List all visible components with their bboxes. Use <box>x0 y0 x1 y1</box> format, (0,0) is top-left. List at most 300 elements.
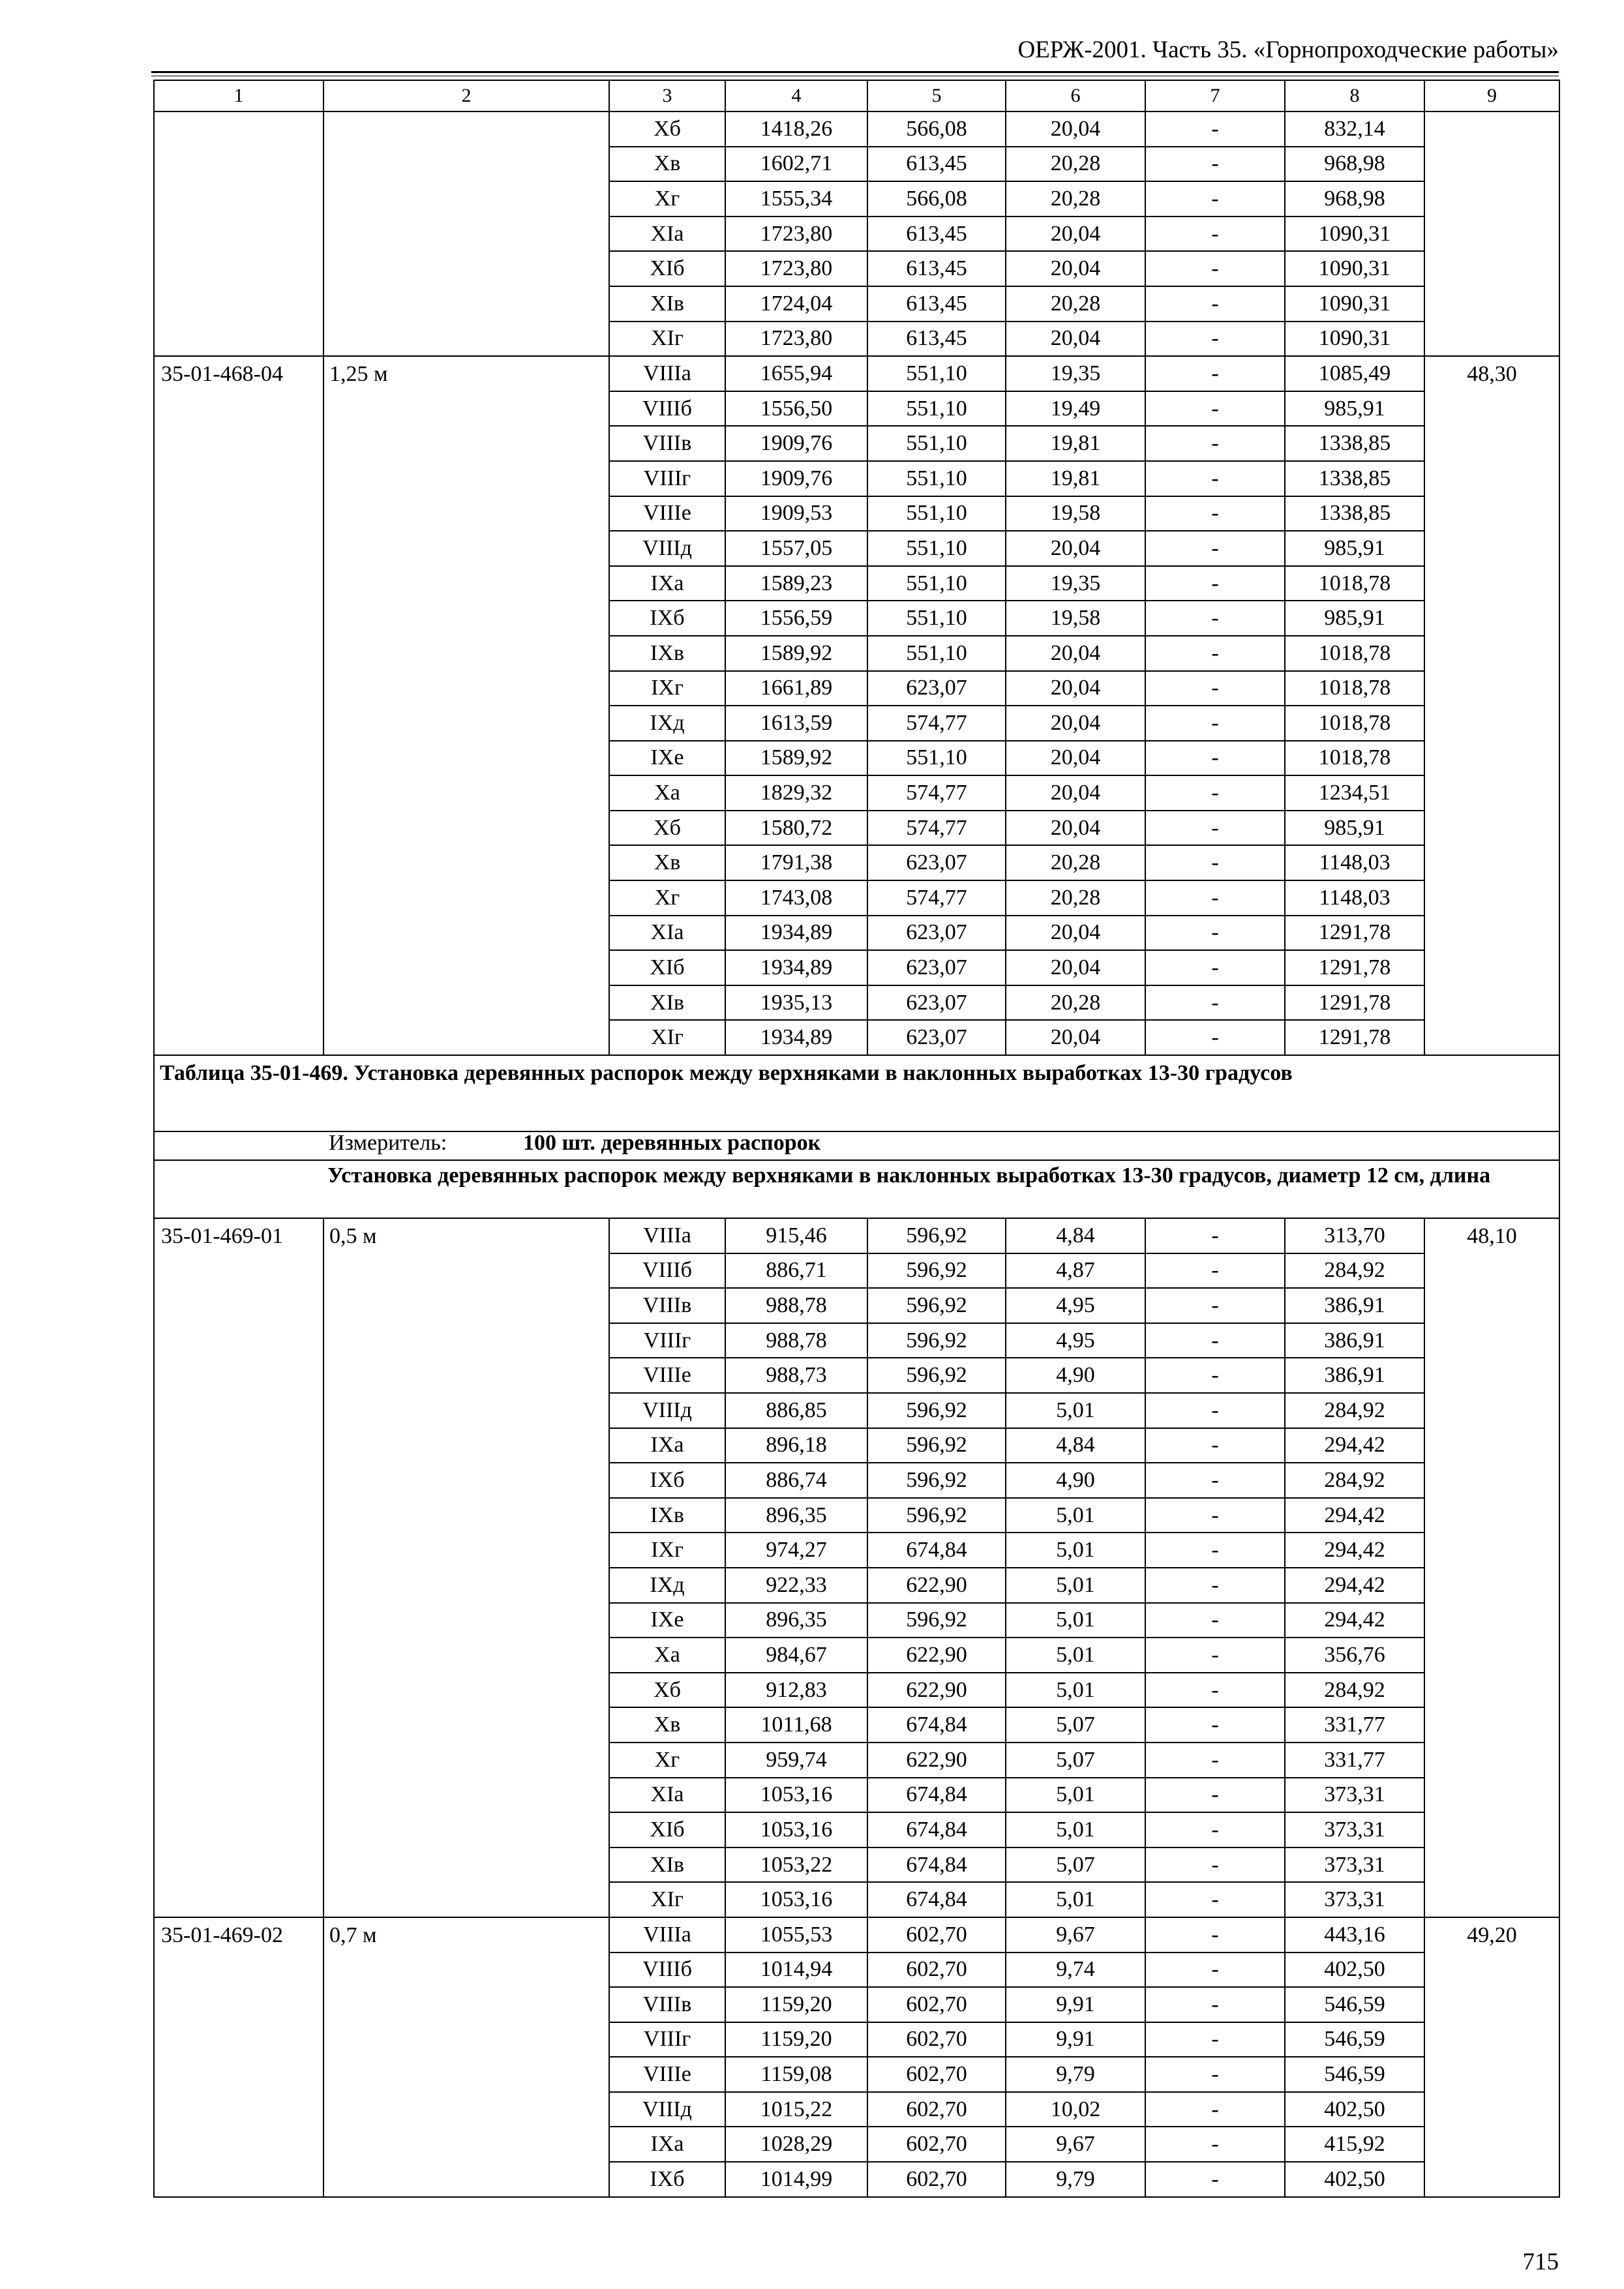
col5-cell: 551,10 <box>867 601 1006 636</box>
col7-cell: - <box>1145 181 1285 217</box>
norms-table <box>153 80 1560 2198</box>
category-cell: XIв <box>609 985 725 1021</box>
col7-cell: - <box>1145 985 1285 1021</box>
col4-cell: 1613,59 <box>725 706 867 741</box>
col4-cell: 1934,89 <box>725 950 867 985</box>
table-title-row <box>154 1055 1559 1131</box>
col4-cell: 1724,04 <box>725 286 867 322</box>
col4-cell: 1555,34 <box>725 181 867 217</box>
col7-cell: - <box>1145 147 1285 182</box>
table-body <box>154 80 1559 2197</box>
col6-cell: 5,07 <box>1006 1743 1145 1778</box>
col8-cell: 985,91 <box>1285 601 1424 636</box>
col4-cell: 1556,59 <box>725 601 867 636</box>
col6-cell: 20,28 <box>1006 985 1145 1021</box>
col7-cell: - <box>1145 391 1285 426</box>
col5-cell: 622,90 <box>867 1673 1006 1708</box>
col6-cell: 20,04 <box>1006 706 1145 741</box>
category-cell: VIIIд <box>609 2092 725 2127</box>
category-cell: IXа <box>609 566 725 601</box>
col7-cell: - <box>1145 1323 1285 1358</box>
col8-cell: 1018,78 <box>1285 671 1424 706</box>
col8-cell: 1291,78 <box>1285 985 1424 1021</box>
col4-cell: 1589,92 <box>725 741 867 776</box>
col4-cell: 974,27 <box>725 1533 867 1568</box>
col5-cell: 623,07 <box>867 950 1006 985</box>
col6-cell: 19,35 <box>1006 356 1145 391</box>
col8-cell: 985,91 <box>1285 811 1424 846</box>
col6-cell: 4,95 <box>1006 1288 1145 1323</box>
table-title: Таблица 35-01-469. Установка деревянных распорок между верхняками в наклонных выработках 13-30 градусов <box>154 1055 1559 1131</box>
category-cell: IXг <box>609 1533 725 1568</box>
col6-cell: 20,04 <box>1006 636 1145 671</box>
col6-cell: 5,01 <box>1006 1568 1145 1603</box>
col5-cell: 596,92 <box>867 1393 1006 1428</box>
category-cell: XIв <box>609 286 725 322</box>
col4-cell: 1909,76 <box>725 461 867 496</box>
col5-cell: 613,45 <box>867 217 1006 252</box>
col7-cell: - <box>1145 322 1285 357</box>
col5-cell: 622,90 <box>867 1743 1006 1778</box>
category-cell: VIIIа <box>609 1917 725 1952</box>
length-cell: 1,25 м <box>323 356 609 1055</box>
col8-cell: 284,92 <box>1285 1393 1424 1428</box>
col6-cell: 20,28 <box>1006 880 1145 916</box>
col7-cell: - <box>1145 1463 1285 1498</box>
col8-cell: 373,31 <box>1285 1812 1424 1848</box>
col7-cell: - <box>1145 496 1285 531</box>
col6-cell: 9,79 <box>1006 2162 1145 2197</box>
col8-cell: 284,92 <box>1285 1673 1424 1708</box>
col6-cell: 20,04 <box>1006 916 1145 951</box>
col5-cell: 623,07 <box>867 845 1006 880</box>
category-cell: IXд <box>609 706 725 741</box>
col6-cell: 20,04 <box>1006 741 1145 776</box>
col4-cell: 988,73 <box>725 1358 867 1393</box>
table-row <box>154 112 1559 147</box>
col4-cell: 1829,32 <box>725 775 867 811</box>
category-cell: XIа <box>609 1778 725 1813</box>
col7-cell: - <box>1145 1393 1285 1428</box>
col4-cell: 959,74 <box>725 1743 867 1778</box>
col4-cell: 896,35 <box>725 1498 867 1533</box>
col6-cell: 19,58 <box>1006 496 1145 531</box>
col4-cell: 912,83 <box>725 1673 867 1708</box>
norm-code-cell: 35-01-469-01 <box>154 1218 323 1917</box>
col4-cell: 886,71 <box>725 1253 867 1289</box>
column-number: 7 <box>1145 80 1285 112</box>
col6-cell: 20,28 <box>1006 845 1145 880</box>
col8-cell: 985,91 <box>1285 531 1424 566</box>
col4-cell: 1791,38 <box>725 845 867 880</box>
col6-cell: 4,84 <box>1006 1218 1145 1253</box>
col8-cell: 294,42 <box>1285 1498 1424 1533</box>
col7-cell: - <box>1145 1533 1285 1568</box>
col5-cell: 551,10 <box>867 496 1006 531</box>
col5-cell: 602,70 <box>867 1987 1006 2022</box>
category-cell: IXа <box>609 2127 725 2162</box>
col7-cell: - <box>1145 741 1285 776</box>
col6-cell: 10,02 <box>1006 2092 1145 2127</box>
category-cell: IXб <box>609 601 725 636</box>
col5-cell: 551,10 <box>867 461 1006 496</box>
col7-cell: - <box>1145 1568 1285 1603</box>
col5-cell: 551,10 <box>867 741 1006 776</box>
col7-cell: - <box>1145 2057 1285 2092</box>
col7-cell: - <box>1145 1707 1285 1743</box>
category-cell: VIIIб <box>609 1253 725 1289</box>
col4-cell: 1589,92 <box>725 636 867 671</box>
col7-cell: - <box>1145 2162 1285 2197</box>
col8-cell: 1291,78 <box>1285 950 1424 985</box>
col7-cell: - <box>1145 1917 1285 1952</box>
col6-cell: 20,04 <box>1006 811 1145 846</box>
col8-cell: 1338,85 <box>1285 496 1424 531</box>
col5-cell: 566,08 <box>867 112 1006 147</box>
category-cell: IXв <box>609 1498 725 1533</box>
col5-cell: 551,10 <box>867 566 1006 601</box>
col5-cell: 596,92 <box>867 1428 1006 1463</box>
col6-cell: 9,67 <box>1006 1917 1145 1952</box>
col5-cell: 596,92 <box>867 1288 1006 1323</box>
table-row <box>154 356 1559 391</box>
col4-cell: 922,33 <box>725 1568 867 1603</box>
col8-cell: 402,50 <box>1285 1952 1424 1988</box>
col4-cell: 1014,94 <box>725 1952 867 1988</box>
col6-cell: 9,91 <box>1006 1987 1145 2022</box>
category-cell: XIб <box>609 950 725 985</box>
col6-cell: 19,58 <box>1006 601 1145 636</box>
col5-cell: 551,10 <box>867 356 1006 391</box>
col6-cell: 5,01 <box>1006 1812 1145 1848</box>
col7-cell: - <box>1145 811 1285 846</box>
measure-value: 100 шт. деревянных распорок <box>523 1131 821 1156</box>
col5-cell: 613,45 <box>867 251 1006 286</box>
page-number: 715 <box>1522 2249 1559 2275</box>
col5-cell: 613,45 <box>867 147 1006 182</box>
col7-cell: - <box>1145 356 1285 391</box>
description-row <box>154 1160 1559 1218</box>
col6-cell: 5,01 <box>1006 1882 1145 1917</box>
col7-cell: - <box>1145 251 1285 286</box>
col8-cell: 386,91 <box>1285 1358 1424 1393</box>
col5-cell: 623,07 <box>867 1020 1006 1055</box>
category-cell: XIа <box>609 217 725 252</box>
col6-cell: 4,84 <box>1006 1428 1145 1463</box>
col8-cell: 1085,49 <box>1285 356 1424 391</box>
category-cell: Xб <box>609 1673 725 1708</box>
col5-cell: 574,77 <box>867 880 1006 916</box>
category-cell: VIIIб <box>609 391 725 426</box>
col4-cell: 1723,80 <box>725 251 867 286</box>
col8-cell: 1338,85 <box>1285 461 1424 496</box>
col4-cell: 988,78 <box>725 1323 867 1358</box>
col5-cell: 674,84 <box>867 1882 1006 1917</box>
col4-cell: 1159,20 <box>725 2022 867 2057</box>
col8-cell: 1291,78 <box>1285 1020 1424 1055</box>
length-cell: 0,5 м <box>323 1218 609 1917</box>
col6-cell: 20,04 <box>1006 775 1145 811</box>
col8-cell: 1148,03 <box>1285 880 1424 916</box>
col5-cell: 674,84 <box>867 1707 1006 1743</box>
col5-cell: 551,10 <box>867 531 1006 566</box>
column-number: 1 <box>154 80 323 112</box>
col8-cell: 546,59 <box>1285 1987 1424 2022</box>
col6-cell: 20,04 <box>1006 671 1145 706</box>
category-cell: VIIIг <box>609 461 725 496</box>
col8-cell: 1090,31 <box>1285 322 1424 357</box>
column-number: 4 <box>725 80 867 112</box>
col6-cell: 20,28 <box>1006 286 1145 322</box>
col5-cell: 551,10 <box>867 391 1006 426</box>
norm-code-cell: 35-01-468-04 <box>154 356 323 1055</box>
col5-cell: 574,77 <box>867 811 1006 846</box>
measure-row <box>154 1131 1559 1160</box>
col4-cell: 886,85 <box>725 1393 867 1428</box>
col8-cell: 1018,78 <box>1285 566 1424 601</box>
col8-cell: 1338,85 <box>1285 426 1424 461</box>
col4-cell: 1053,16 <box>725 1778 867 1813</box>
col7-cell: - <box>1145 1020 1285 1055</box>
col6-cell: 9,67 <box>1006 2127 1145 2162</box>
col6-cell: 19,35 <box>1006 566 1145 601</box>
category-cell: Xб <box>609 112 725 147</box>
col7-cell: - <box>1145 671 1285 706</box>
col4-cell: 1159,20 <box>725 1987 867 2022</box>
col5-cell: 574,77 <box>867 775 1006 811</box>
col8-cell: 331,77 <box>1285 1707 1424 1743</box>
col8-cell: 373,31 <box>1285 1882 1424 1917</box>
category-cell: IXа <box>609 1428 725 1463</box>
col7-cell: - <box>1145 1778 1285 1813</box>
col6-cell: 20,04 <box>1006 1020 1145 1055</box>
col6-cell: 4,90 <box>1006 1358 1145 1393</box>
col7-cell: - <box>1145 2022 1285 2057</box>
length-cell <box>323 112 609 356</box>
col8-cell: 1148,03 <box>1285 845 1424 880</box>
col4-cell: 915,46 <box>725 1218 867 1253</box>
col8-cell: 386,91 <box>1285 1323 1424 1358</box>
col4-cell: 988,78 <box>725 1288 867 1323</box>
category-cell: VIIIг <box>609 1323 725 1358</box>
column-number: 8 <box>1285 80 1424 112</box>
col6-cell: 5,01 <box>1006 1498 1145 1533</box>
category-cell: VIIIд <box>609 531 725 566</box>
col7-cell: - <box>1145 1358 1285 1393</box>
length-cell: 0,7 м <box>323 1917 609 2197</box>
col8-cell: 373,31 <box>1285 1778 1424 1813</box>
col4-cell: 1014,99 <box>725 2162 867 2197</box>
col5-cell: 551,10 <box>867 426 1006 461</box>
table-row <box>154 1917 1559 1952</box>
col5-cell: 674,84 <box>867 1533 1006 1568</box>
category-cell: XIг <box>609 322 725 357</box>
col5-cell: 602,70 <box>867 2057 1006 2092</box>
col7-cell: - <box>1145 1743 1285 1778</box>
col7-cell: - <box>1145 217 1285 252</box>
col8-cell: 832,14 <box>1285 112 1424 147</box>
col4-cell: 1053,16 <box>725 1812 867 1848</box>
col4-cell: 1723,80 <box>725 217 867 252</box>
col4-cell: 1053,22 <box>725 1848 867 1883</box>
col7-cell: - <box>1145 426 1285 461</box>
category-cell: VIIIб <box>609 1952 725 1988</box>
category-cell: Xг <box>609 880 725 916</box>
col8-cell: 294,42 <box>1285 1603 1424 1638</box>
col7-cell: - <box>1145 706 1285 741</box>
category-cell: IXе <box>609 1603 725 1638</box>
col4-cell: 1011,68 <box>725 1707 867 1743</box>
col7-cell: - <box>1145 1428 1285 1463</box>
col6-cell: 20,04 <box>1006 251 1145 286</box>
col5-cell: 602,70 <box>867 1917 1006 1952</box>
column-number: 5 <box>867 80 1006 112</box>
column-number-row <box>154 80 1559 112</box>
category-cell: XIб <box>609 251 725 286</box>
col5-cell: 574,77 <box>867 706 1006 741</box>
col4-cell: 886,74 <box>725 1463 867 1498</box>
category-cell: XIа <box>609 916 725 951</box>
col6-cell: 5,01 <box>1006 1638 1145 1673</box>
col6-cell: 19,81 <box>1006 461 1145 496</box>
col4-cell: 1589,23 <box>725 566 867 601</box>
category-cell: VIIIе <box>609 496 725 531</box>
category-cell: Xа <box>609 775 725 811</box>
col7-cell: - <box>1145 461 1285 496</box>
category-cell: VIIIв <box>609 1288 725 1323</box>
norm-code-cell <box>154 112 323 356</box>
col7-cell: - <box>1145 1288 1285 1323</box>
running-header: ОЕРЖ-2001. Часть 35. «Горнопроходческие работы» <box>1017 37 1559 63</box>
col6-cell: 5,01 <box>1006 1603 1145 1638</box>
col6-cell: 20,28 <box>1006 147 1145 182</box>
col7-cell: - <box>1145 636 1285 671</box>
col6-cell: 19,49 <box>1006 391 1145 426</box>
col6-cell: 5,01 <box>1006 1393 1145 1428</box>
col5-cell: 613,45 <box>867 322 1006 357</box>
col6-cell: 19,81 <box>1006 426 1145 461</box>
category-cell: Xг <box>609 181 725 217</box>
col5-cell: 602,70 <box>867 2022 1006 2057</box>
col4-cell: 1556,50 <box>725 391 867 426</box>
col8-cell: 985,91 <box>1285 391 1424 426</box>
col6-cell: 4,87 <box>1006 1253 1145 1289</box>
col8-cell: 546,59 <box>1285 2057 1424 2092</box>
col8-cell: 313,70 <box>1285 1218 1424 1253</box>
col5-cell: 622,90 <box>867 1568 1006 1603</box>
col4-cell: 1743,08 <box>725 880 867 916</box>
category-cell: XIв <box>609 1848 725 1883</box>
description-spacer <box>154 1160 323 1218</box>
col7-cell: - <box>1145 1673 1285 1708</box>
col7-cell: - <box>1145 2092 1285 2127</box>
col4-cell: 1909,76 <box>725 426 867 461</box>
col8-cell: 1090,31 <box>1285 217 1424 252</box>
col5-cell: 596,92 <box>867 1463 1006 1498</box>
col8-cell: 415,92 <box>1285 2127 1424 2162</box>
category-cell: Xв <box>609 147 725 182</box>
col6-cell: 5,07 <box>1006 1848 1145 1883</box>
col7-cell: - <box>1145 1812 1285 1848</box>
category-cell: Xв <box>609 845 725 880</box>
category-cell: Xа <box>609 1638 725 1673</box>
col5-cell: 674,84 <box>867 1812 1006 1848</box>
category-cell: VIIIе <box>609 2057 725 2092</box>
category-cell: IXб <box>609 1463 725 1498</box>
category-cell: IXг <box>609 671 725 706</box>
col5-cell: 551,10 <box>867 636 1006 671</box>
col7-cell: - <box>1145 601 1285 636</box>
col6-cell: 20,04 <box>1006 322 1145 357</box>
col4-cell: 1935,13 <box>725 985 867 1021</box>
measure-spacer <box>154 1131 323 1160</box>
col8-cell: 1090,31 <box>1285 286 1424 322</box>
col8-cell: 331,77 <box>1285 1743 1424 1778</box>
col8-cell: 1018,78 <box>1285 741 1424 776</box>
col4-cell: 896,18 <box>725 1428 867 1463</box>
category-cell: XIг <box>609 1882 725 1917</box>
col5-cell: 623,07 <box>867 985 1006 1021</box>
col8-cell: 1234,51 <box>1285 775 1424 811</box>
col4-cell: 1934,89 <box>725 1020 867 1055</box>
col4-cell: 1723,80 <box>725 322 867 357</box>
col7-cell: - <box>1145 1253 1285 1289</box>
col8-cell: 1018,78 <box>1285 706 1424 741</box>
col7-cell: - <box>1145 566 1285 601</box>
col6-cell: 4,95 <box>1006 1323 1145 1358</box>
column-number: 6 <box>1006 80 1145 112</box>
col5-cell: 596,92 <box>867 1603 1006 1638</box>
table-row <box>154 1218 1559 1253</box>
col5-cell: 566,08 <box>867 181 1006 217</box>
column-number: 2 <box>323 80 609 112</box>
col4-cell: 1602,71 <box>725 147 867 182</box>
col7-cell: - <box>1145 112 1285 147</box>
col7-cell: - <box>1145 1848 1285 1883</box>
category-cell: VIIIд <box>609 1393 725 1428</box>
col5-cell: 613,45 <box>867 286 1006 322</box>
category-cell: Xв <box>609 1707 725 1743</box>
category-cell: XIг <box>609 1020 725 1055</box>
col6-cell: 9,91 <box>1006 2022 1145 2057</box>
col5-cell: 602,70 <box>867 2092 1006 2127</box>
col7-cell: - <box>1145 950 1285 985</box>
category-cell: XIб <box>609 1812 725 1848</box>
col4-cell: 1053,16 <box>725 1882 867 1917</box>
col6-cell: 20,04 <box>1006 217 1145 252</box>
col4-cell: 1655,94 <box>725 356 867 391</box>
col9-cell: 49,20 <box>1424 1917 1559 2197</box>
col8-cell: 356,76 <box>1285 1638 1424 1673</box>
col8-cell: 546,59 <box>1285 2022 1424 2057</box>
col4-cell: 1557,05 <box>725 531 867 566</box>
col7-cell: - <box>1145 1603 1285 1638</box>
category-cell: VIIIа <box>609 1218 725 1253</box>
col4-cell: 1934,89 <box>725 916 867 951</box>
category-cell: Xг <box>609 1743 725 1778</box>
category-cell: VIIIг <box>609 2022 725 2057</box>
col5-cell: 596,92 <box>867 1498 1006 1533</box>
col6-cell: 9,74 <box>1006 1952 1145 1988</box>
col7-cell: - <box>1145 1218 1285 1253</box>
col5-cell: 623,07 <box>867 916 1006 951</box>
col5-cell: 596,92 <box>867 1218 1006 1253</box>
col7-cell: - <box>1145 2127 1285 2162</box>
col7-cell: - <box>1145 916 1285 951</box>
measure-label: Измеритель: <box>329 1131 447 1156</box>
norm-code-cell: 35-01-469-02 <box>154 1917 323 2197</box>
col5-cell: 602,70 <box>867 1952 1006 1988</box>
